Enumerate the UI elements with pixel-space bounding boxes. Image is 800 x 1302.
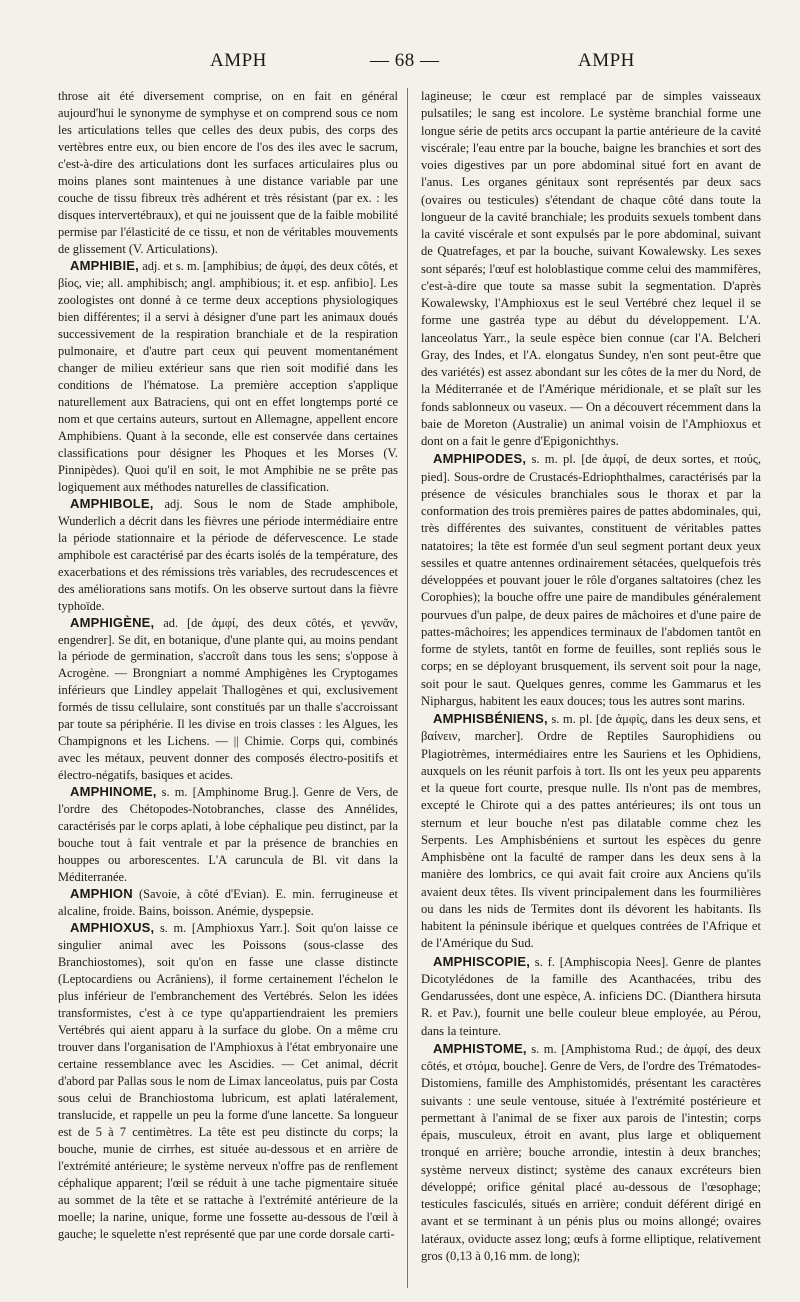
entry-continued — [421, 88, 761, 450]
entry-amphistome — [421, 1040, 761, 1265]
entry-text: adj. Sous le nom de Stade amphibole, Wunderlich a décrit dans les fièvres une période intermédiaire entre la période stationnaire et la période de défervescence. Le stade amphibole est caractérisé par des écarts isolés de la température, des exacerbations et des rémissions très variables, des recrudescences et des améliorations sans motifs. On les observe surtout dans la fièvre typhoïde. — [58, 496, 398, 613]
headword: AMPHIBOLE, — [70, 495, 154, 511]
entry-amphisbeniens — [421, 710, 761, 953]
entry-text: throse ait été diversement comprise, on en fait en général aujourd'hui le synonyme de symphyse et on comprend sous ce nom les articulations telles que celles des deux pubis, des corps des vertèbres entre eux, ou bien encore de l'os des iles avec le sacrum, c'est-à-dire des articulations dont les surfaces articulaires plus ou moins planes sont maintenues à une distance variable par une couche de tissu fibreux très adhérent et très résistant (par ex. : les disques intervertébraux), et qui ne jouissent que de la faible mobilité permise par l'élasticité de ce tissu, et non de véritables mouvements de glissement (V. Articulations). — [58, 89, 398, 256]
headword: AMPHISCOPIE, — [433, 953, 531, 969]
entry-text: s. m. pl. [de ἀμφί, de deux sortes, et πούς, pied]. Sous-ordre de Crustacés-Edriophthalmes, caractérisés par la présence de vésicules branchiales sous le thorax et par la conformation des trois premières paires de pattes abdominales, qui, très différentes des suivantes, constituent de véritables pattes natatoires; la tête est formée d'un seul segment portant deux yeux sessiles et quatre antennes ordinairement sétacées, quelquefois très développées et pouvant jouer le rôle d'organes saltatoires (chez les Corophies); la bouche offre une paire de mandibules généralement pourvues d'un palpe, de deux paires de mâchoires et d'une paire de pattes-mâchoires; les appendices terminaux de l'abdomen tantôt en forme de stylets, tantôt en forme de feuilles, sont repliés sous le corps; en se déployant brusquement, ils servent soit pour la nage, soit pour le saut. Quelques genres, comme les Gammarus et les Niphargus, habitent les eaux douces; tous les autres sont marins. — [421, 452, 761, 708]
entry-amphinome — [58, 784, 398, 886]
column-divider — [407, 88, 408, 1288]
entry-text: lagineuse; le cœur est remplacé par de simples vaisseaux pulsatiles; le sang est incolore. Le système branchial forme une longue série de petits arcs occupant la partie antérieure de la cavité viscérale; l'eau entre par la bouche, baigne les branchies et sort des voies digestives par un pore abdominal situé fort en avant de l'anus. Les organes génitaux sont représentés par deux sacs (ovaires ou testicules) s'étendant de chaque côté dans toute la longueur de la cavité branchiale; les produits sexuels tombent dans la cavité viscérale et sont expulsés par le pore abdominal, suivant de Quatrefages, et par la bouche, suivant Kowalewsky. Les sexes sont séparés; l'œuf est holoblastique comme celui des mammifères, c'est-à-dire que toute sa masse subit la segmentation. D'après Kowalewsky, l'Amphioxus est le seul Vertébré chez lequel il se forme une gastréa type au début du développement. L'A. lanceolatus Yarr., la seule espèce bien connue (car l'A. Belcheri Gray, des Indes, et l'A. elongatus Sundey, n'en sont peut-être que des variétés) est assez abondant sur les côtes de la mer du Nord, de la Méditerranée et de l'Amérique méridionale, et se plaît sur les fonds sablonneux ou vaseux. — On a découvert récemment dans la baie de Moreton (Australie) un animal voisin de l'Amphioxus et dont on a fait le genre d'Epigonichthys. — [421, 89, 761, 448]
headword: AMPHIOXUS, — [70, 920, 155, 936]
entry-amphiscopie — [421, 953, 761, 1040]
headword: AMPHISTOME, — [433, 1040, 527, 1056]
headword: AMPHION — [70, 886, 133, 902]
entry-text: ad. [de ἀμφί, des deux côtés, et γεννᾶν, engendrer]. Se dit, en botanique, d'une plante qui, au moins pendant la période de germination, s'accroît dans tous les sens; s'oppose à Acrogène. — Brongniart a nommé Amphigènes les Cryptogames inférieurs que Lindley appelait Thallogènes et qui, exclusivement formés de tissu cellulaire, sont constitués par un thalle s'accroissant par toute sa périphérie. Il les divise en trois classes : les Algues, les Champignons et les Lichens. — || Chimie. Corps qui, combinés avec les métaux, peuvent donner des composés électro-positifs et électro-négatifs, basiques et acides. — [58, 615, 398, 783]
page-number: — 68 — — [370, 50, 440, 71]
entry-text: s. f. [Amphiscopia Nees]. Genre de plantes Dicotylédones de la famille des Acanthacées, tribu des Gendarussées, dont une espèce, A. inficiens DC. (Dianthera hirsuta R. et Pav.), fournit une belle couleur bleue employée, au Pérou, dans la teinture. — [421, 954, 761, 1038]
right-column — [421, 88, 761, 1265]
entry-amphigene — [58, 615, 398, 785]
headword: AMPHIGÈNE, — [70, 614, 155, 630]
running-head-right: AMPH — [578, 50, 635, 71]
headword: AMPHIBIE, — [70, 257, 139, 273]
page-header — [0, 50, 800, 80]
headword: AMPHISBÉNIENS, — [433, 711, 548, 726]
entry-text: (Savoie, à côté d'Evian). E. min. ferrugineuse et alcaline, froide. Bains, boisson. Anémie, dyspepsie. — [58, 887, 398, 919]
entry-text: s. m. [Amphinome Brug.]. Genre de Vers, de l'ordre des Chétopodes-Notobranches, classe des Annélides, caractérisés par le corps aplati, à lobe céphalique peu distinct, par la bouche tout à fait ventrale et par la présence de branchies en houppes ou arborescentes. L'A caruncula de Bl. vit dans la Méditerranée. — [58, 785, 398, 885]
entry-text: s. m. [Amphistoma Rud.; de ἀμφί, des deux côtés, et στόμα, bouche]. Genre de Vers, de l'ordre des Trématodes-Distomiens, famille des Amphistomidés, présentant les caractères suivants : une seule ventouse, située à l'extrémité postérieure et permettant à l'animal de se fixer aux parois de l'intestin; corps épais, musculeux, étroit en avant, plus large et obliquement tronqué en arrière; bouche arrondie, intestin à deux branches; système nerveux distinct; système des canaux excréteurs bien développé; orifice génital placé au-dessous de l'œsophage; testicules fasciculés, situés en arrière; conduit déférent dirigé en avant et se terminant à un pénis plus ou moins allongé; ovaires latéraux, oviducte assez long; œufs à forme elliptique, relativement gros (0,13 à 0,16 mm. de long); — [421, 1041, 761, 1263]
entry-amphion — [58, 886, 398, 920]
left-column — [58, 88, 398, 1243]
entry-text: adj. et s. m. [amphibius; de ἀμφί, des deux côtés, et βίος, vie; all. amphibisch; angl. amphibious; it. et esp. anfibio]. Les zoologistes ont donné à ce terme deux acceptions physiologiques bien différentes; il a servi à désigner d'une part les animaux doués successivement de la respiration branchiale et de la respiration pulmonaire, et d'autre part ceux qui peuvent momentanément changer de milieu extérieur sans que rien soit modifié dans les conditions de l'hématose. La première acception s'applique naturellement aux Batraciens, qui ont en effet longtemps porté ce nom et que certains auteurs, surtout en Allemagne, appellent encore Amphibiens. Quant à la seconde, elle est conservée dans certaines classifications pour désigner les Phoques et les Morses (V. Pinnipèdes). Quoi qu'il en soit, le mot Amphibie ne se prête pas logiquement aux méthodes naturelles de classification. — [58, 258, 398, 494]
entry-text: s. m. [Amphioxus Yarr.]. Soit qu'on laisse ce singulier animal avec les Poissons (sous-classe des Branchiostomes), soit qu'on en fasse une classe distincte (Leptocardiens ou Acrâniens), il forme certainement l'échelon le plus inférieur de l'embranchement des Vertébrés. Selon les idées transformistes, c'est à ce type qu'appartiendraient les premiers Vertébrés qui aient apparu à la surface du globe. On a même cru trouver dans l'organisation de l'Amphioxus à l'état embryonaire une certaine ressemblance avec les Ascidies. — Cet animal, décrit d'abord par Pallas sous le nom de Limax lanceolatus, puis par Costa sous celui de Branchiostoma lubricum, est aplati latéralement, translucide, et rappelle un peu la forme d'une lancette. Sa longueur est de 5 à 7 centimètres. La tête est peu distincte du corps; la bouche, munie de cirrhes, est située au-dessous et en arrière de l'extrémité antérieure; le système nerveux n'offre pas de renflement céphalique apparent; l'œil se réduit à une tache pigmentaire située au sommet de la tête et se rattache à l'extrémité antérieure de la moelle; la narine, unique, forme une fossette au-dessous de l'œil à gauche; le squelette n'est représenté que par une corde dorsale carti- — [58, 921, 398, 1241]
entry-amphioxus — [58, 920, 398, 1243]
entry-amphibole — [58, 496, 398, 615]
entry-continued — [58, 88, 398, 258]
entry-amphibie — [58, 258, 398, 496]
entry-text: s. m. pl. [de ἀμφίς, dans les deux sens, et βαίνειν, marcher]. Ordre de Reptiles Saurophidiens ou Plagiotrèmes, intermédiaires entre les Sauriens et les Ophidiens, auxquels on les réunit parfois à tort. Ils ont les yeux peu apparents et la queue fort courte, presque nulle. Ils n'ont pas de membres, excepté le Chirote qui a des pattes antérieures; ils ont tous un sternum et leur bouche n'est pas dilatable comme chez les Serpents. Les Amphisbéniens et surtout les espèces du genre Amphisbène ont la faculté de ramper dans les deux sens à la manière des lombrics, ce qui avait fait croire aux Anciens qu'ils avaient deux têtes. Ils vivent principalement dans les fourmilières ou dans les nids de Termites dont ils dévorent les habitants. Ils habitent la péninsule ibérique et quelques contrées de l'Afrique et de l'Amérique du Sud. — [421, 712, 761, 951]
headword: AMPHIPODES, — [433, 451, 527, 467]
entry-amphipodes — [421, 450, 761, 710]
headword: AMPHINOME, — [70, 784, 157, 800]
running-head-left: AMPH — [210, 50, 267, 71]
